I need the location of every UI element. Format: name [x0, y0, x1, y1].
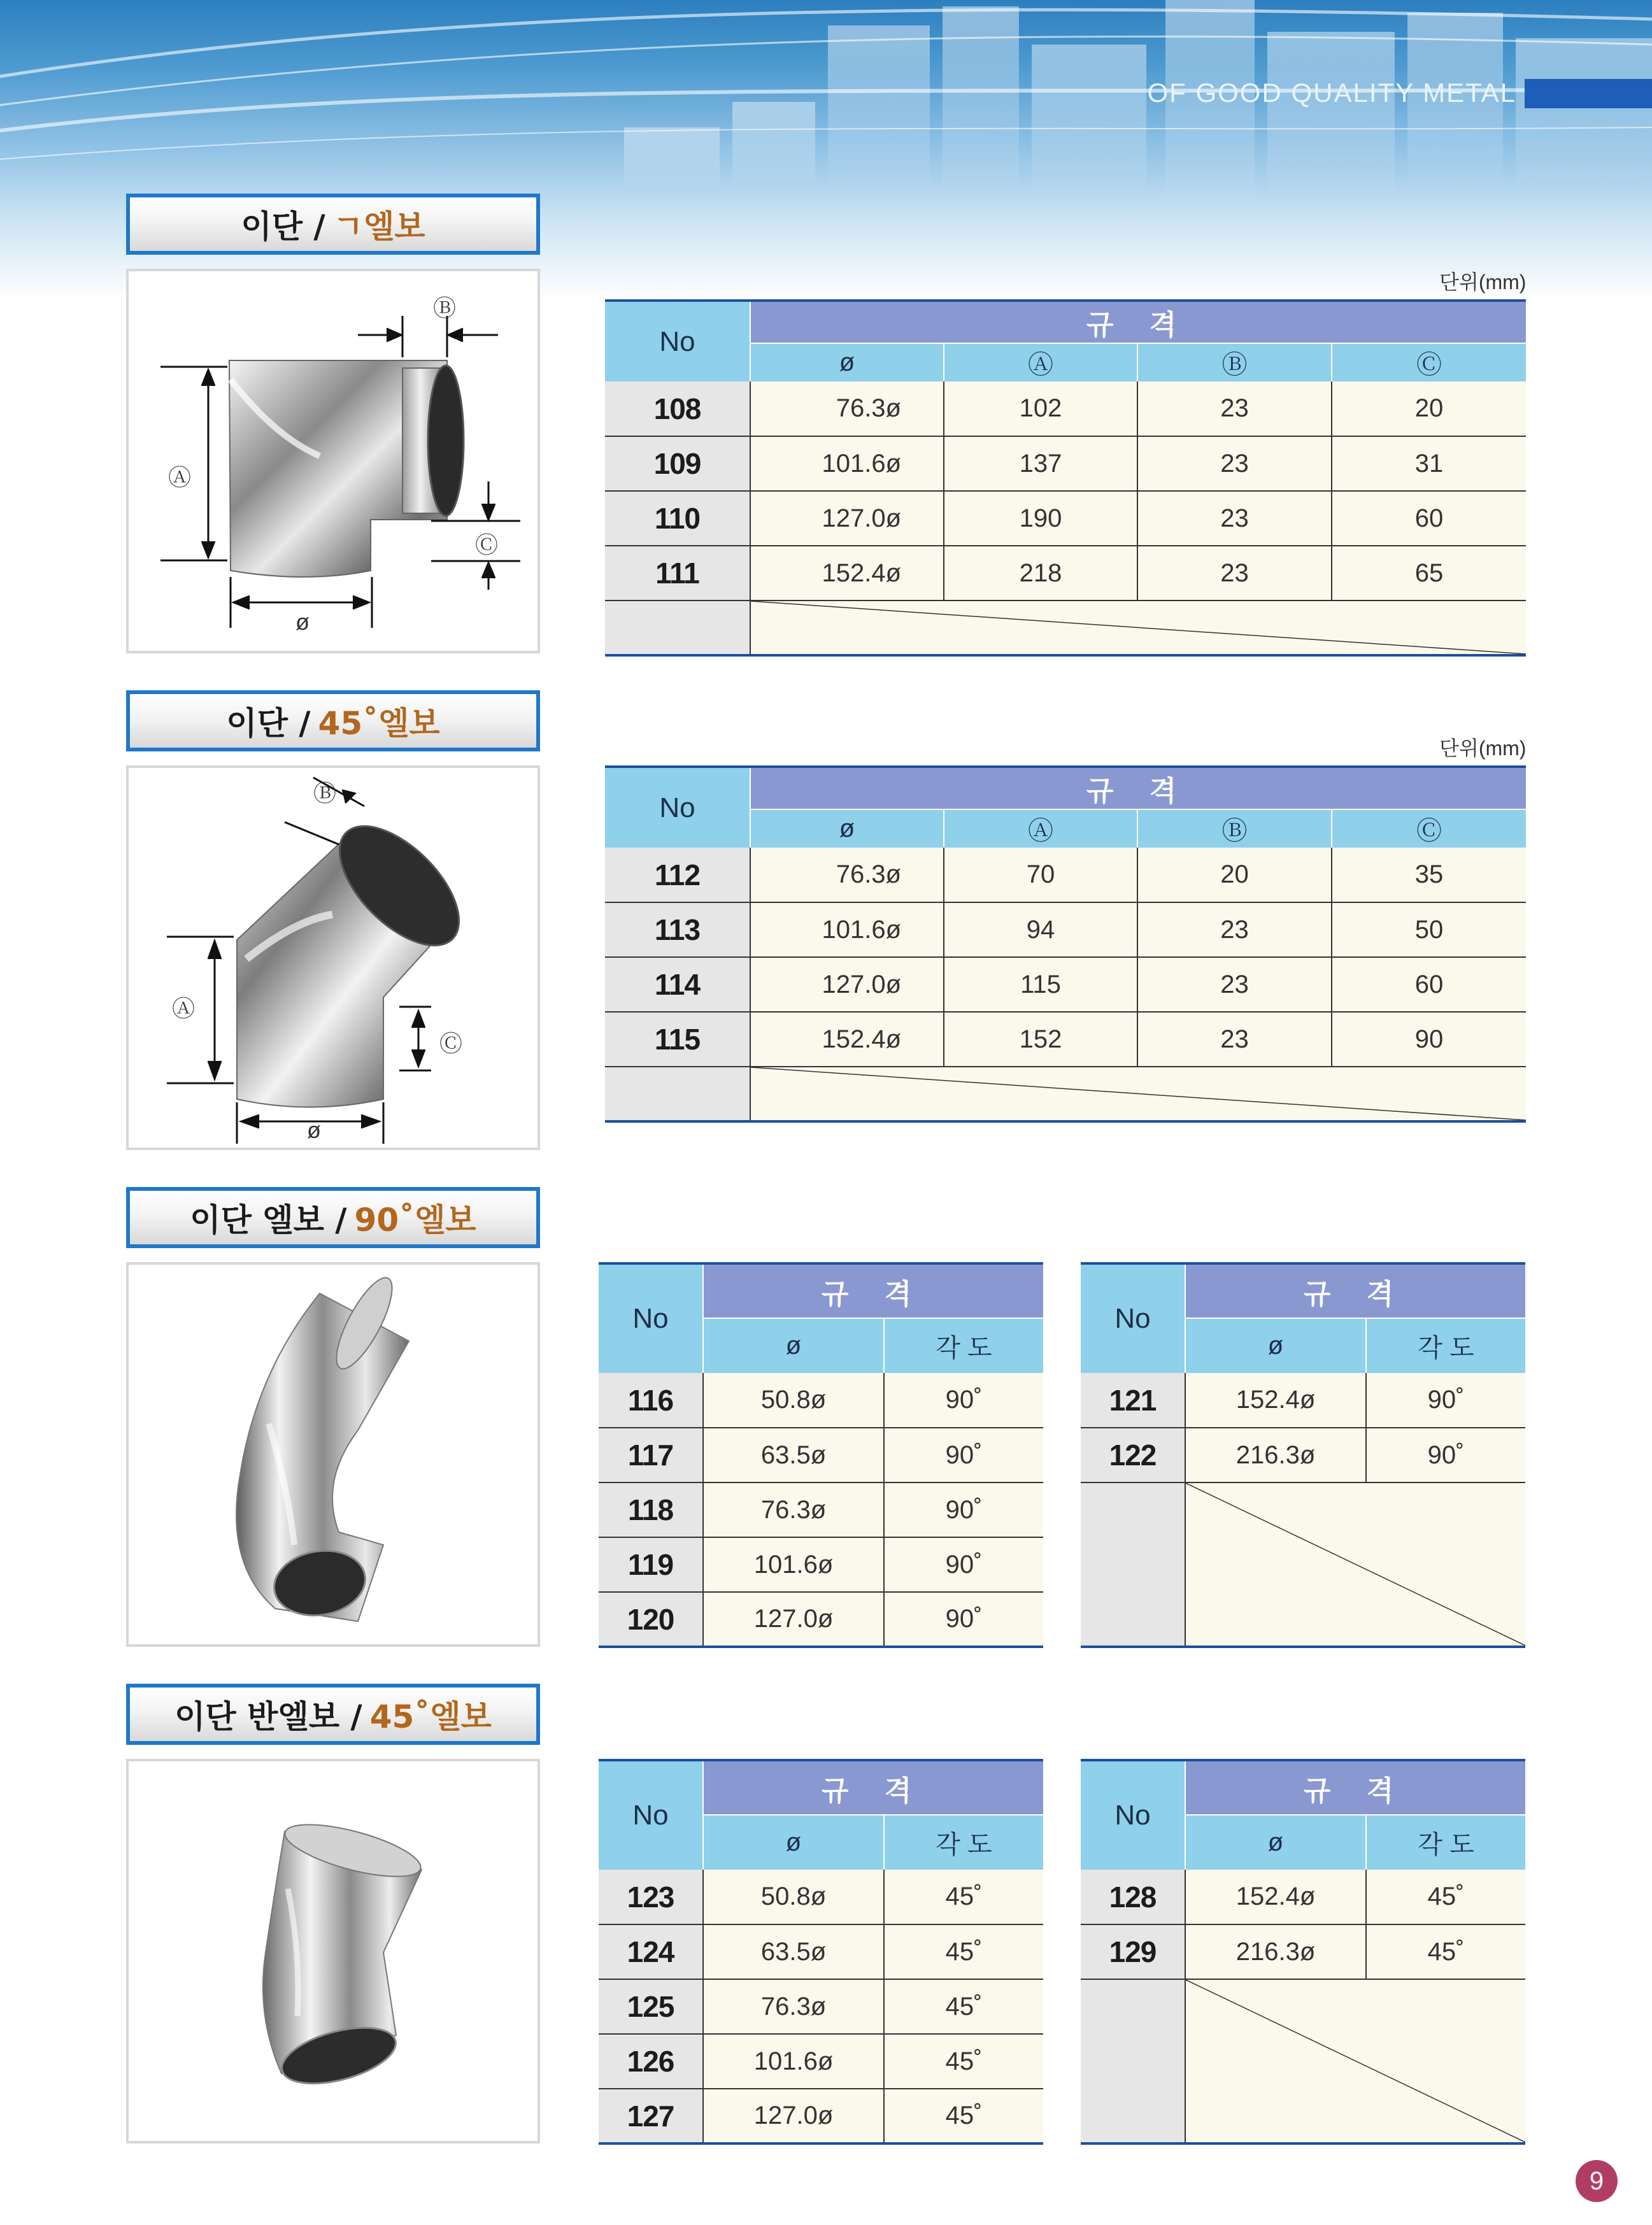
cell-no: 109 — [605, 436, 750, 491]
cell-no: 117 — [599, 1428, 703, 1482]
cell-dia: 127.0ø — [750, 491, 944, 546]
cell-a: 218 — [944, 546, 1137, 601]
cell-dia: 127.0ø — [750, 957, 944, 1012]
table-row — [605, 491, 1526, 546]
cell-no: 111 — [605, 546, 750, 601]
cell-angle: 45˚ — [884, 1924, 1043, 1979]
spec-table-3-right — [1081, 1262, 1525, 1648]
header-a: Ⓐ — [944, 809, 1137, 848]
cell-angle: 45˚ — [884, 2089, 1043, 2143]
empty-cell-slash — [1185, 1979, 1525, 2143]
cell-no: 125 — [599, 1979, 703, 2034]
spec-table-4-left — [599, 1759, 1043, 2145]
table-row — [605, 1012, 1526, 1067]
cell-dia: 50.8ø — [703, 1870, 884, 1924]
page-number-badge: 9 — [1576, 2160, 1618, 2202]
header-no: No — [605, 301, 750, 381]
cell-angle: 45˚ — [1366, 1870, 1525, 1924]
table-row — [1081, 1870, 1525, 1924]
cell-dia: 76.3ø — [750, 848, 944, 902]
half-elbow-45-photo — [129, 1761, 538, 2141]
cell-dia: 63.5ø — [703, 1924, 884, 1979]
cell-no: 108 — [605, 381, 750, 436]
header-a: Ⓐ — [944, 343, 1137, 381]
cell-b: 23 — [1137, 546, 1332, 601]
cell-b: 23 — [1137, 902, 1332, 957]
table-row-empty — [605, 1067, 1526, 1121]
header-no: No — [599, 1263, 703, 1373]
section-title-2 — [126, 690, 540, 751]
empty-cell-slash — [750, 601, 1526, 655]
table-row-empty — [1081, 1482, 1525, 1647]
cell-no: 115 — [605, 1012, 750, 1067]
table-row — [599, 1924, 1043, 1979]
product-photo-3 — [126, 1262, 540, 1647]
empty-cell-slash — [750, 1067, 1526, 1121]
product-figure-2 — [126, 765, 540, 1150]
cell-no: 114 — [605, 957, 750, 1012]
section-title-accent: 45˚엘보 — [318, 705, 440, 742]
cell-no: 110 — [605, 491, 750, 546]
section-title-accent: 90˚엘보 — [354, 1202, 476, 1239]
cell-angle: 90˚ — [884, 1482, 1043, 1537]
cell-dia: 76.3ø — [750, 381, 944, 436]
header-dia: ø — [750, 343, 944, 381]
cell-angle: 45˚ — [884, 1870, 1043, 1924]
cell-dia: 152.4ø — [750, 1012, 944, 1067]
spec-table-1 — [605, 299, 1526, 657]
table-row — [605, 848, 1526, 902]
cell-no-empty — [605, 1067, 750, 1121]
label-a: Ⓐ — [172, 995, 196, 1021]
cell-a: 115 — [944, 957, 1137, 1012]
cell-a: 94 — [944, 902, 1137, 957]
label-dia: ø — [307, 1117, 321, 1143]
unit-label-2: 단위(mm) — [1439, 737, 1527, 760]
table-row — [599, 2089, 1043, 2143]
cell-angle: 90˚ — [1366, 1373, 1525, 1428]
product-photo-4 — [126, 1759, 540, 2143]
cell-no: 119 — [599, 1537, 703, 1592]
table-row — [605, 902, 1526, 957]
elbow-45-diagram — [129, 768, 538, 1148]
curved-elbow-90-photo — [129, 1265, 538, 1644]
banner-tagline: OF GOOD QUALITY METAL — [1147, 78, 1516, 108]
table-row — [605, 436, 1526, 491]
cell-dia: 76.3ø — [703, 1482, 884, 1537]
header-spec: 규 격 — [703, 1760, 1043, 1815]
header-c: Ⓒ — [1332, 809, 1526, 848]
section-title-4 — [126, 1684, 540, 1745]
table-row — [1081, 1428, 1525, 1482]
table-row — [605, 381, 1526, 436]
cell-a: 190 — [944, 491, 1137, 546]
table-row — [599, 1373, 1043, 1428]
header-spec: 규 격 — [703, 1263, 1043, 1318]
label-b: Ⓑ — [313, 780, 337, 806]
header-dia: ø — [703, 1318, 884, 1373]
cell-no: 122 — [1081, 1428, 1185, 1482]
cell-no: 126 — [599, 2034, 703, 2089]
empty-cell-slash — [1185, 1482, 1525, 1647]
spec-table-3-left — [599, 1262, 1043, 1648]
section-title-main: 이단 / — [241, 208, 325, 245]
cell-no: 112 — [605, 848, 750, 902]
table-row-empty — [1081, 1979, 1525, 2143]
header-spec: 규 격 — [750, 301, 1526, 343]
cell-dia: 152.4ø — [1185, 1870, 1366, 1924]
label-c: Ⓒ — [475, 532, 499, 558]
cell-no: 129 — [1081, 1924, 1185, 1979]
cell-angle: 45˚ — [884, 1979, 1043, 2034]
table-row — [599, 1428, 1043, 1482]
cell-dia: 50.8ø — [703, 1373, 884, 1428]
table-row — [599, 1537, 1043, 1592]
cell-c: 60 — [1332, 491, 1526, 546]
cell-no: 113 — [605, 902, 750, 957]
header-spec: 규 격 — [750, 767, 1526, 809]
header-b: Ⓑ — [1137, 809, 1332, 848]
cell-dia: 127.0ø — [703, 1592, 884, 1647]
header-angle: 각 도 — [1366, 1815, 1525, 1870]
cell-c: 35 — [1332, 848, 1526, 902]
cell-angle: 90˚ — [884, 1537, 1043, 1592]
cell-no: 127 — [599, 2089, 703, 2143]
header-angle: 각 도 — [884, 1815, 1043, 1870]
cell-dia: 101.6ø — [703, 1537, 884, 1592]
section-title-1 — [126, 194, 540, 255]
header-c: Ⓒ — [1332, 343, 1526, 381]
cell-no: 120 — [599, 1592, 703, 1647]
cell-angle: 90˚ — [1366, 1428, 1525, 1482]
cell-dia: 152.4ø — [1185, 1373, 1366, 1428]
cell-dia: 101.6ø — [750, 436, 944, 491]
cell-b: 20 — [1137, 848, 1332, 902]
cell-angle: 90˚ — [884, 1373, 1043, 1428]
cell-c: 50 — [1332, 902, 1526, 957]
table-row — [1081, 1924, 1525, 1979]
cell-b: 23 — [1137, 381, 1332, 436]
label-dia: ø — [296, 609, 310, 635]
table-row — [605, 546, 1526, 601]
cell-no: 118 — [599, 1482, 703, 1537]
cell-c: 31 — [1332, 436, 1526, 491]
cell-angle: 45˚ — [1366, 1924, 1525, 1979]
cell-a: 152 — [944, 1012, 1137, 1067]
cell-no: 123 — [599, 1870, 703, 1924]
header-angle: 각 도 — [884, 1318, 1043, 1373]
header-angle: 각 도 — [1366, 1318, 1525, 1373]
header-no: No — [599, 1760, 703, 1870]
cell-no: 128 — [1081, 1870, 1185, 1924]
cell-c: 90 — [1332, 1012, 1526, 1067]
cell-dia: 101.6ø — [703, 2034, 884, 2089]
cell-dia: 127.0ø — [703, 2089, 884, 2143]
label-a: Ⓐ — [168, 464, 192, 490]
table-row — [599, 1870, 1043, 1924]
cell-c: 20 — [1332, 381, 1526, 436]
banner-accent-bar — [1525, 79, 1652, 108]
section-title-3 — [126, 1187, 540, 1248]
cell-angle: 45˚ — [884, 2034, 1043, 2089]
header-no: No — [1081, 1263, 1185, 1373]
cell-no: 116 — [599, 1373, 703, 1428]
cell-b: 23 — [1137, 1012, 1332, 1067]
table-row — [605, 957, 1526, 1012]
header-dia: ø — [1185, 1815, 1366, 1870]
cell-a: 137 — [944, 436, 1137, 491]
table-row — [599, 1592, 1043, 1647]
product-figure-1 — [126, 269, 540, 653]
section-title-main: 이단 엘보 / — [190, 1202, 347, 1239]
cell-angle: 90˚ — [884, 1428, 1043, 1482]
label-b: Ⓑ — [433, 295, 457, 321]
header-dia: ø — [1185, 1318, 1366, 1373]
header-b: Ⓑ — [1137, 343, 1332, 381]
unit-label-1: 단위(mm) — [1439, 271, 1527, 294]
cell-a: 102 — [944, 381, 1137, 436]
label-c: Ⓒ — [439, 1030, 463, 1056]
header-dia: ø — [750, 809, 944, 848]
cell-a: 70 — [944, 848, 1137, 902]
header-no: No — [1081, 1760, 1185, 1870]
cell-no-empty — [1081, 1979, 1185, 2143]
cell-dia: 152.4ø — [750, 546, 944, 601]
header-spec: 규 격 — [1185, 1760, 1525, 1815]
section-title-main: 이단 / — [226, 705, 311, 742]
section-title-accent: 45˚엘보 — [369, 1698, 492, 1735]
cell-c: 65 — [1332, 546, 1526, 601]
table-row — [599, 1482, 1043, 1537]
spec-table-2 — [605, 765, 1526, 1123]
cell-c: 60 — [1332, 957, 1526, 1012]
spec-table-4-right — [1081, 1759, 1525, 2145]
cell-dia: 216.3ø — [1185, 1428, 1366, 1482]
section-title-accent: ㄱ엘보 — [332, 208, 425, 245]
cell-no: 124 — [599, 1924, 703, 1979]
table-row — [599, 1979, 1043, 2034]
cell-no-empty — [605, 601, 750, 655]
table-row-empty — [605, 601, 1526, 655]
cell-angle: 90˚ — [884, 1592, 1043, 1647]
table-row — [599, 2034, 1043, 2089]
cell-no: 121 — [1081, 1373, 1185, 1428]
cell-dia: 76.3ø — [703, 1979, 884, 2034]
cell-b: 23 — [1137, 491, 1332, 546]
table-row — [1081, 1373, 1525, 1428]
cell-dia: 216.3ø — [1185, 1924, 1366, 1979]
cell-b: 23 — [1137, 957, 1332, 1012]
header-dia: ø — [703, 1815, 884, 1870]
cell-dia: 101.6ø — [750, 902, 944, 957]
section-title-main: 이단 반엘보 / — [174, 1698, 362, 1735]
header-no: No — [605, 767, 750, 848]
cell-b: 23 — [1137, 436, 1332, 491]
cell-dia: 63.5ø — [703, 1428, 884, 1482]
cell-no-empty — [1081, 1482, 1185, 1647]
header-spec: 규 격 — [1185, 1263, 1525, 1318]
